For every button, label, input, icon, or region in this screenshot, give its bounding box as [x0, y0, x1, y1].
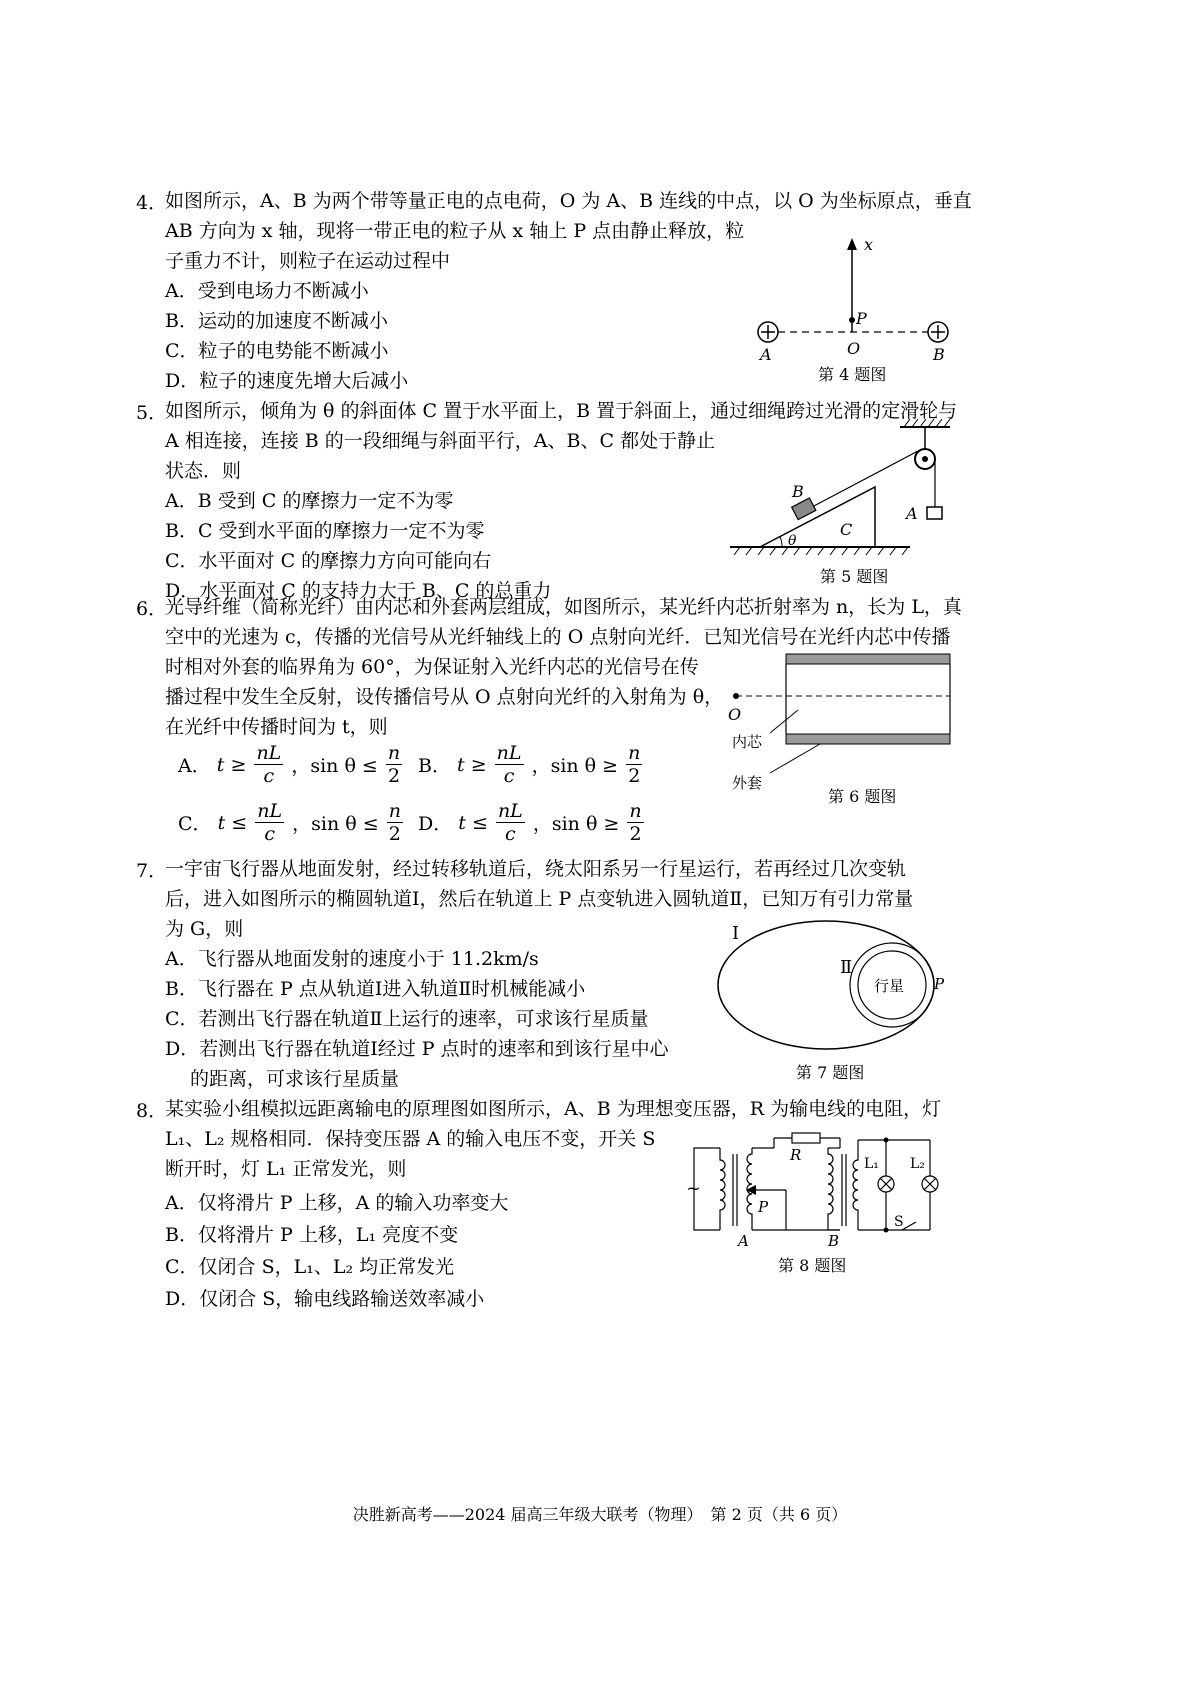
option-c[interactable]: C．若测出飞行器在轨道Ⅱ上运行的速率，可求该行星质量 — [165, 1008, 649, 1030]
question-text-line: 后，进入如图所示的椭圆轨道Ⅰ，然后在轨道上 P 点变轨进入圆轨道Ⅱ，已知万有引力常量 — [165, 888, 914, 910]
option-b[interactable]: B．飞行器在 P 点从轨道Ⅰ进入轨道Ⅱ时机械能减小 — [165, 978, 586, 1000]
question-text-line: 如图所示，A、B 为两个带等量正电的点电荷，O 为 A、B 连线的中点，以 O 为坐标原点，垂直 — [165, 190, 972, 212]
svg-text:S: S — [894, 1214, 904, 1230]
option-b[interactable]: B．仅将滑片 P 上移，L₁ 亮度不变 — [165, 1224, 459, 1246]
option-d[interactable]: D． t ≤ $\frac{nL}{c}$ ，sin θ ≥ $\frac{n}{2}$ — [418, 800, 642, 845]
svg-text:B: B — [933, 345, 945, 364]
option-a[interactable]: A．受到电场力不断减小 — [165, 280, 369, 302]
figure-7-orbit-diagram — [710, 915, 960, 1065]
question-number: 6． — [136, 598, 168, 620]
figure-8-caption: 第 8 题图 — [778, 1256, 847, 1275]
svg-text:L₂: L₂ — [910, 1156, 925, 1172]
figure-4-caption: 第 4 题图 — [818, 365, 887, 384]
svg-text:Ⅱ: Ⅱ — [840, 957, 853, 978]
svg-text:A: A — [738, 1232, 749, 1250]
option-a[interactable]: A． t ≥ $\frac{nL}{c}$ ，sin θ ≤ $\frac{n}{2}$ — [178, 742, 401, 787]
question-number: 5． — [136, 402, 168, 424]
question-text-line: 断开时，灯 L₁ 正常发光，则 — [165, 1158, 407, 1180]
option-a[interactable]: A．B 受到 C 的摩擦力一定不为零 — [165, 490, 454, 512]
question-text-line: AB 方向为 x 轴，现将一带正电的粒子从 x 轴上 P 点由静止释放，粒 — [165, 220, 745, 242]
option-d[interactable]: D．若测出飞行器在轨道Ⅰ经过 P 点时的速率和到该行星中心 — [165, 1038, 669, 1060]
option-d-continuation: 的距离，可求该行星质量 — [190, 1068, 400, 1090]
question-text-line: 时相对外套的临界角为 60°，为保证射入光纤内芯的光信号在传 — [165, 656, 699, 678]
figure-5-caption: 第 5 题图 — [820, 567, 889, 586]
option-c[interactable]: C．粒子的电势能不断减小 — [165, 340, 389, 362]
question-text-line: 某实验小组模拟远距离输电的原理图如图所示，A、B 为理想变压器，R 为输电线的电阻，灯 — [165, 1098, 942, 1120]
svg-text:行星: 行星 — [874, 977, 905, 995]
page-footer: 决胜新高考——2024 届高三年级大联考（物理） 第 2 页（共 6 页） — [352, 1505, 848, 1524]
svg-text:O: O — [728, 705, 742, 724]
question-text-line: 在光纤中传播时间为 t，则 — [165, 716, 388, 738]
svg-text:B: B — [792, 482, 804, 501]
question-text-line: L₁、L₂ 规格相同．保持变压器 A 的输入电压不变，开关 S — [165, 1128, 656, 1150]
svg-text:外套: 外套 — [732, 774, 763, 792]
question-text-line: A 相连接，连接 B 的一段细绳与斜面平行，A、B、C 都处于静止 — [165, 430, 716, 452]
option-a[interactable]: A．飞行器从地面发射的速度小于 11.2km/s — [165, 948, 539, 970]
svg-text:~: ~ — [686, 1178, 702, 1199]
svg-text:θ: θ — [788, 533, 797, 549]
option-c[interactable]: C．水平面对 C 的摩擦力方向可能向右 — [165, 550, 492, 572]
question-text-line: 状态．则 — [165, 460, 242, 482]
option-d[interactable]: D．粒子的速度先增大后减小 — [165, 370, 409, 392]
option-a[interactable]: A．仅将滑片 P 上移，A 的输入功率变大 — [165, 1192, 509, 1214]
svg-text:Ⅰ: Ⅰ — [732, 923, 740, 944]
question-text-line: 如图所示，倾角为 θ 的斜面体 C 置于水平面上，B 置于斜面上，通过细绳跨过光滑的定滑轮与 — [165, 400, 958, 422]
svg-text:O: O — [847, 339, 861, 358]
question-text-line: 光导纤维（简称光纤）由内芯和外套两层组成，如图所示，某光纤内芯折射率为 n，长为 L，真 — [165, 596, 962, 618]
question-text-line: 播过程中发生全反射，设传播信号从 O 点射向光纤的入射角为 θ， — [165, 686, 724, 708]
question-number: 7． — [136, 860, 168, 882]
figure-6-caption: 第 6 题图 — [828, 787, 897, 806]
figure-6-optical-fiber-diagram — [720, 648, 960, 798]
figure-4-charges-diagram — [750, 230, 970, 380]
svg-text:x: x — [864, 235, 874, 254]
question-number: 4． — [136, 192, 168, 214]
figure-5-incline-diagram — [730, 415, 970, 570]
option-b[interactable]: B． t ≥ $\frac{nL}{c}$ ，sin θ ≥ $\frac{n}{2}$ — [418, 742, 641, 787]
question-number: 8． — [136, 1100, 168, 1122]
svg-text:B: B — [828, 1232, 840, 1250]
svg-text:P: P — [856, 309, 867, 328]
svg-text:R: R — [790, 1146, 802, 1164]
svg-text:L₁: L₁ — [864, 1156, 879, 1172]
svg-text:内芯: 内芯 — [732, 733, 763, 751]
option-b[interactable]: B．运动的加速度不断减小 — [165, 310, 388, 332]
figure-7-caption: 第 7 题图 — [796, 1063, 865, 1082]
option-c[interactable]: C．仅闭合 S，L₁、L₂ 均正常发光 — [165, 1256, 455, 1278]
question-text-line: 空中的光速为 c，传播的光信号从光纤轴线上的 O 点射向光纤．已知光信号在光纤内芯中传播 — [165, 626, 951, 648]
svg-text:A: A — [760, 345, 772, 364]
figure-8-circuit-diagram — [680, 1130, 950, 1250]
option-c[interactable]: C． t ≤ $\frac{nL}{c}$ ，sin θ ≤ $\frac{n}{2}$ — [178, 800, 401, 845]
option-d[interactable]: D．水平面对 C 的支持力大于 B、C 的总重力 — [165, 580, 552, 602]
option-d[interactable]: D．仅闭合 S，输电线路输送效率减小 — [165, 1288, 485, 1310]
svg-text:C: C — [840, 520, 853, 539]
svg-text:P: P — [934, 975, 945, 993]
question-text-line: 为 G，则 — [165, 918, 244, 940]
option-b[interactable]: B．C 受到水平面的摩擦力一定不为零 — [165, 520, 485, 542]
svg-text:P: P — [758, 1198, 769, 1216]
svg-text:A: A — [906, 504, 918, 523]
question-text-line: 一宇宙飞行器从地面发射，经过转移轨道后，绕太阳系另一行星运行，若再经过几次变轨 — [165, 858, 907, 880]
question-text-line: 子重力不计，则粒子在运动过程中 — [165, 250, 451, 272]
